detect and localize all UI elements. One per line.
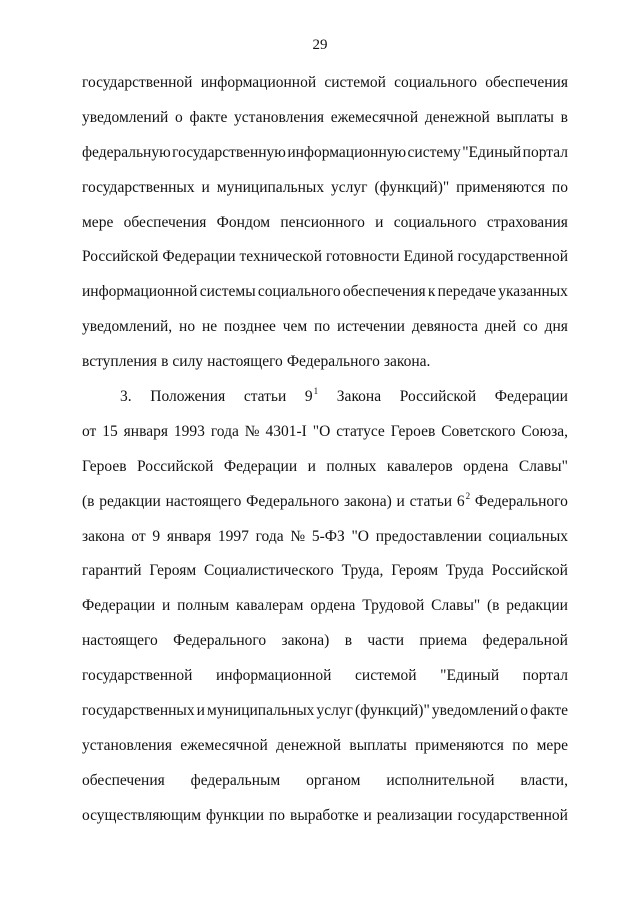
word: страхования	[486, 213, 568, 231]
word: настоящего	[165, 492, 242, 510]
text-line	[82, 318, 568, 353]
word: социального	[394, 74, 477, 91]
word: Российской	[491, 562, 568, 580]
word: $9^1$	[304, 386, 319, 406]
word: социального	[257, 283, 341, 301]
word: по	[314, 318, 331, 336]
word: и	[162, 597, 171, 615]
word: уведомлений	[82, 108, 169, 126]
text-line	[82, 109, 568, 144]
word: государственную	[172, 143, 286, 161]
word: Славы"	[518, 457, 568, 475]
word: портал	[522, 667, 568, 685]
word: системой	[355, 667, 417, 685]
word: власти,	[520, 771, 568, 789]
word: государственной	[82, 667, 193, 685]
word: Фондом	[216, 213, 271, 231]
word: применяются	[456, 178, 545, 196]
text-line	[82, 423, 568, 458]
word: "Единый	[440, 667, 500, 685]
word: кавалеров	[386, 457, 453, 475]
word: 3.	[120, 388, 132, 406]
word: статьи	[243, 388, 287, 406]
word: факте	[189, 108, 228, 126]
word: Российской	[399, 388, 477, 406]
word: Российской	[82, 248, 159, 266]
word: государственной	[457, 248, 568, 266]
word: Единой	[403, 248, 454, 266]
word: функции	[205, 806, 265, 824]
word: Федерального	[246, 492, 340, 510]
word: января	[123, 422, 168, 440]
word: муниципальных	[207, 702, 315, 720]
word: уведомлений,	[82, 318, 173, 336]
word: не	[201, 318, 218, 336]
word: №	[244, 422, 260, 440]
word: государственной	[457, 806, 568, 824]
word: от	[82, 422, 97, 440]
text-line	[82, 807, 568, 842]
word: части	[367, 632, 405, 650]
text-line	[82, 632, 568, 667]
word: предоставлении	[375, 527, 482, 545]
text-line	[82, 597, 568, 632]
word: услуг	[331, 178, 368, 196]
word: (в	[487, 597, 500, 615]
text-line	[82, 667, 568, 702]
word: 15	[102, 422, 118, 440]
word: закона)	[281, 632, 330, 650]
word: 4301-I	[265, 422, 307, 440]
document-body	[82, 74, 568, 842]
word: силу	[172, 353, 204, 371]
word: дня	[544, 318, 568, 336]
word: муниципальных	[216, 178, 325, 196]
word: "Единый	[462, 143, 522, 161]
word: федеральную	[82, 143, 171, 161]
word: информационную	[287, 143, 407, 161]
text-line	[82, 353, 568, 388]
word: передаче	[437, 283, 497, 301]
text-line	[82, 562, 568, 597]
word: января	[166, 527, 212, 545]
word: по	[512, 736, 529, 754]
word: Федерации	[494, 388, 568, 406]
text-line	[82, 458, 568, 493]
text-line	[82, 528, 568, 563]
word: денежной	[424, 108, 490, 126]
word: дней	[484, 318, 517, 336]
word: и	[196, 702, 205, 720]
word: 9	[152, 527, 161, 545]
word: обеспечения	[123, 213, 207, 231]
word: Федерального	[173, 632, 267, 650]
text-line	[82, 737, 568, 772]
word: Российской	[137, 457, 214, 475]
word: реализации	[376, 806, 453, 824]
word: исполнительной	[386, 771, 495, 789]
word: статусе	[336, 422, 385, 440]
word: Союза,	[521, 422, 568, 440]
text-line	[82, 772, 568, 807]
word: уведомлений	[431, 702, 519, 720]
word: информационной	[200, 74, 317, 91]
word: и	[363, 806, 372, 824]
word: информационной	[216, 667, 332, 685]
word: по	[269, 806, 286, 824]
word: обеспечения	[485, 74, 568, 91]
word: Федерации	[223, 457, 298, 475]
word: федеральным	[190, 771, 281, 789]
word: установления	[234, 108, 324, 126]
word: социального	[393, 213, 477, 231]
word: со	[523, 318, 538, 336]
word: полных	[326, 457, 377, 475]
word: Федерального	[474, 492, 568, 510]
word: Труда	[445, 562, 484, 580]
word: редакции	[99, 492, 161, 510]
word: выработке	[290, 806, 359, 824]
text-line	[82, 283, 568, 318]
word: гарантий	[82, 562, 142, 580]
word: выплаты	[349, 736, 407, 754]
word: системой	[324, 74, 386, 91]
word: готовности	[326, 248, 400, 266]
superscript: 2	[465, 490, 471, 501]
word: (функций)"	[374, 178, 450, 196]
word: по	[551, 178, 568, 196]
word: настоящего	[82, 632, 158, 650]
word: факте	[530, 702, 568, 720]
word: Героям	[391, 562, 439, 580]
word: пенсионного	[280, 213, 365, 231]
word: приема	[419, 632, 468, 650]
word: мере	[82, 213, 114, 231]
word: года	[210, 422, 239, 440]
word: но	[179, 318, 196, 336]
text-line	[82, 248, 568, 283]
word: в	[161, 353, 169, 371]
word: систему	[407, 143, 461, 161]
word: портал	[522, 143, 568, 161]
word: технической	[239, 248, 323, 266]
word: чем	[282, 318, 308, 336]
word: ордена	[310, 597, 356, 615]
word: обеспечения	[342, 283, 426, 301]
word: Положения	[150, 388, 226, 406]
word: Закона	[336, 388, 382, 406]
word: о	[175, 108, 183, 126]
word: Героям	[149, 562, 197, 580]
word: закона	[82, 527, 125, 545]
word: выплаты	[496, 108, 554, 126]
word: ежемесячной	[180, 736, 268, 754]
word: Федерации	[162, 248, 236, 266]
word: федеральной	[482, 632, 568, 650]
word: Советского	[441, 422, 516, 440]
word: закона)	[343, 492, 392, 510]
word: осуществляющим	[82, 806, 202, 824]
word: государственных	[82, 178, 195, 196]
text-line	[82, 490, 568, 528]
word: 5-ФЗ	[311, 527, 345, 545]
word: статьи	[409, 492, 453, 510]
word: $6^2$	[456, 490, 471, 510]
word: и	[307, 457, 316, 475]
word: государственных	[82, 702, 195, 720]
word: настоящего	[207, 353, 283, 371]
word: "О	[351, 527, 369, 545]
word: 1993	[173, 422, 205, 440]
word: Федерации	[82, 597, 156, 615]
word: "О	[312, 422, 331, 440]
word: Героев	[390, 422, 436, 440]
word: (функций)"	[355, 702, 430, 720]
word: органом	[306, 771, 361, 789]
word: обеспечения	[82, 771, 165, 789]
word: ордена	[463, 457, 509, 475]
word: полным	[177, 597, 230, 615]
word: социальных	[488, 527, 568, 545]
word: Героев	[82, 457, 127, 475]
word: системы	[199, 283, 256, 301]
text-line	[82, 388, 568, 423]
word: о	[520, 702, 528, 720]
text-line	[82, 214, 568, 249]
word: истечении	[336, 318, 405, 336]
page-number: 29	[312, 37, 328, 53]
word: кавалерам	[236, 597, 304, 615]
word: №	[290, 527, 306, 545]
word: Федерального	[286, 353, 380, 371]
text-line	[82, 702, 568, 737]
word: вступления	[82, 353, 158, 371]
word: и	[375, 213, 384, 231]
word: государственной	[82, 74, 193, 91]
word: Славы"	[431, 597, 481, 615]
word: редакции	[506, 597, 568, 615]
word: года	[255, 527, 284, 545]
word: ежемесячной	[330, 108, 419, 126]
word: указанных	[498, 283, 568, 301]
word: (в	[82, 492, 95, 510]
word: и	[201, 178, 210, 196]
word: к	[427, 283, 436, 301]
word: информационной	[82, 283, 198, 301]
word: установления	[82, 736, 172, 754]
text-line	[82, 74, 568, 109]
word: мере	[536, 736, 568, 754]
word: применяются	[415, 736, 504, 754]
word: и	[396, 492, 405, 510]
word: девяноста	[411, 318, 478, 336]
word: от	[131, 527, 146, 545]
word: денежной	[276, 736, 342, 754]
word: Социалистического	[203, 562, 334, 580]
word: услуг	[316, 702, 353, 720]
word: Трудовой	[362, 597, 425, 615]
word: в	[560, 108, 568, 126]
superscript: 1	[313, 386, 319, 397]
text-line	[82, 179, 568, 214]
word: в	[344, 632, 353, 650]
word: 1997	[217, 527, 249, 545]
word: Труда,	[341, 562, 384, 580]
word: позднее	[224, 318, 276, 336]
text-line	[82, 144, 568, 179]
word: закона.	[383, 353, 431, 371]
